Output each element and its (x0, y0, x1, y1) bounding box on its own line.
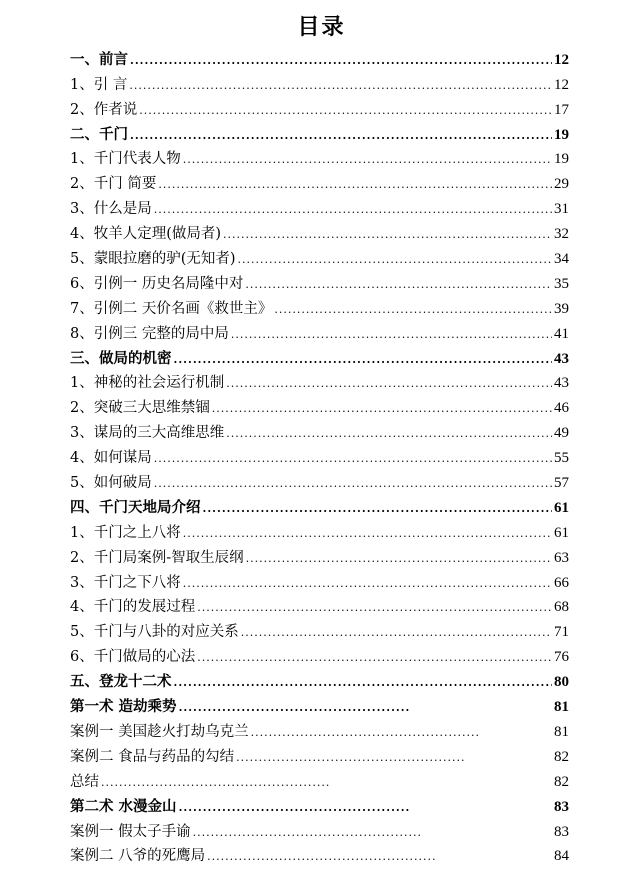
toc-entry[interactable] (70, 417, 569, 442)
toc-entry-page: 19 (554, 151, 569, 168)
toc-entry-page: 39 (554, 300, 569, 317)
toc-entry-page: 76 (554, 649, 569, 666)
toc-dot-leader (154, 453, 552, 464)
toc-dot-leader (238, 254, 552, 265)
toc-dot-leader (231, 329, 552, 340)
toc-entry[interactable] (70, 766, 569, 791)
toc-entry-page: 84 (554, 848, 569, 865)
toc-entry-page: 41 (554, 325, 569, 342)
toc-entry[interactable] (70, 492, 569, 517)
toc-entry-label: 案例二 食品与药品的勾结 (70, 748, 235, 765)
toc-entry-page: 83 (554, 798, 569, 815)
toc-entry-label: 案例一 假太子手谕 (70, 823, 191, 840)
toc-dot-leader (246, 553, 552, 564)
toc-entry-label: 8、引例三 完整的局中局 (70, 325, 229, 342)
toc-entry-label: 2、作者说 (70, 101, 138, 118)
toc-dot-leader (236, 752, 466, 763)
toc-dot-leader (174, 354, 553, 365)
toc-entry[interactable] (70, 293, 569, 318)
toc-entry-label: 5、如何破局 (70, 475, 152, 492)
toc-dot-leader (197, 602, 552, 613)
toc-dot-leader (241, 627, 552, 638)
toc-entry-label: 5、蒙眼拉磨的驴(无知者) (70, 251, 236, 268)
toc-dot-leader (245, 279, 552, 290)
toc-entry-label: 1、千门代表人物 (70, 151, 181, 168)
toc-dot-leader (183, 578, 552, 589)
toc-entry[interactable] (70, 94, 569, 119)
toc-entry[interactable] (70, 243, 569, 268)
toc-entry-label: 3、什么是局 (70, 201, 152, 218)
toc-entry[interactable] (70, 193, 569, 218)
toc-entry-page: 12 (554, 51, 569, 68)
toc-entry-page: 43 (554, 375, 569, 392)
toc-entry[interactable] (70, 69, 569, 94)
toc-dot-leader (274, 304, 552, 315)
toc-dot-leader (212, 403, 552, 414)
toc-entry-page: 49 (554, 425, 569, 442)
toc-dot-leader (223, 229, 552, 240)
page-title: 目录 (297, 15, 346, 40)
toc-entry-label: 总结 (70, 773, 99, 790)
toc-entry-label: 3、千门之下八将 (70, 574, 181, 591)
toc-dot-leader (130, 130, 552, 141)
toc-dot-leader (226, 378, 552, 389)
toc-dot-leader (193, 827, 423, 838)
toc-dot-leader (197, 652, 552, 663)
toc-entry[interactable] (70, 641, 569, 666)
toc-dot-leader (207, 851, 437, 862)
toc-dot-leader (154, 204, 552, 215)
toc-entry-page: 66 (554, 574, 569, 591)
toc-entry[interactable] (70, 343, 569, 368)
toc-entry-label: 一、前言 (70, 51, 128, 68)
toc-dot-leader (183, 528, 552, 539)
toc-dot-leader (139, 105, 552, 116)
toc-dot-leader (179, 802, 409, 813)
toc-entry[interactable] (70, 168, 569, 193)
toc-entry-page: 80 (554, 674, 569, 691)
toc-entry[interactable] (70, 368, 569, 393)
toc-entry-label: 4、如何谋局 (70, 450, 152, 467)
toc-entry-label: 5、千门与八卦的对应关系 (70, 624, 239, 641)
toc-entry-label: 2、突破三大思维禁锢 (70, 400, 210, 417)
toc-entry-label: 第一术 造劫乘势 (70, 699, 177, 716)
toc-entry[interactable] (70, 119, 569, 144)
toc-entry[interactable] (70, 841, 569, 866)
toc-entry[interactable] (70, 144, 569, 169)
toc-entry-page: 82 (554, 748, 569, 765)
toc-entry-page: 63 (554, 549, 569, 566)
toc-dot-leader (154, 478, 552, 489)
toc-entry[interactable] (70, 542, 569, 567)
toc-entry[interactable] (70, 392, 569, 417)
toc-entry-page: 57 (554, 475, 569, 492)
toc-entry-label: 三、做局的机密 (70, 350, 172, 367)
toc-entry-label: 1、千门之上八将 (70, 524, 181, 541)
toc-entry[interactable] (70, 616, 569, 641)
toc-entry-label: 4、牧羊人定理(做局者) (70, 226, 222, 243)
toc-entry-page: 68 (554, 599, 569, 616)
toc-entry-page: 71 (554, 624, 569, 641)
toc-entry[interactable] (70, 218, 569, 243)
toc-entry-page: 81 (554, 699, 569, 716)
toc-entry-page: 43 (554, 350, 569, 367)
toc-dot-leader (179, 702, 409, 713)
toc-entry-page: 46 (554, 400, 569, 417)
toc-entry-page: 81 (554, 723, 569, 740)
toc-dot-leader (158, 179, 552, 190)
toc-entry-label: 6、引例一 历史名局隆中对 (70, 275, 244, 292)
toc-entry-label: 案例二 八爷的死鹰局 (70, 848, 206, 865)
toc-entry-label: 1、引 言 (70, 76, 128, 93)
toc-entry-label: 第二术 水漫金山 (70, 798, 177, 815)
toc-entry-page: 34 (554, 251, 569, 268)
toc-dot-leader (174, 677, 553, 688)
toc-entry-page: 61 (554, 499, 569, 516)
toc-entry-page: 35 (554, 275, 569, 292)
table-of-contents (70, 44, 569, 865)
toc-dot-leader (251, 727, 481, 738)
toc-entry-page: 32 (554, 226, 569, 243)
toc-entry-label: 6、千门做局的心法 (70, 649, 196, 666)
toc-entry-page: 29 (554, 176, 569, 193)
toc-entry[interactable] (70, 666, 569, 691)
toc-entry[interactable] (70, 791, 569, 816)
toc-entry[interactable] (70, 442, 569, 467)
toc-entry-page: 55 (554, 450, 569, 467)
toc-entry-page: 61 (554, 524, 569, 541)
toc-dot-leader (183, 154, 552, 165)
toc-entry-page: 19 (554, 126, 569, 143)
toc-entry[interactable] (70, 567, 569, 592)
toc-entry[interactable] (70, 517, 569, 542)
toc-entry[interactable] (70, 716, 569, 741)
toc-entry-page: 17 (554, 101, 569, 118)
toc-entry-page: 31 (554, 201, 569, 218)
toc-entry-label: 2、千门 简要 (70, 176, 157, 193)
toc-entry-label: 2、千门局案例-智取生辰纲 (70, 549, 244, 566)
toc-entry-label: 3、谋局的三大高维思维 (70, 425, 225, 442)
toc-entry[interactable] (70, 592, 569, 617)
toc-entry-page: 82 (554, 773, 569, 790)
toc-entry[interactable] (70, 44, 569, 69)
toc-dot-leader (130, 55, 552, 66)
toc-entry-label: 二、千门 (70, 126, 128, 143)
toc-entry-page: 12 (554, 76, 569, 93)
toc-entry[interactable] (70, 816, 569, 841)
toc-entry-label: 4、千门的发展过程 (70, 599, 196, 616)
toc-entry-label: 案例一 美国趁火打劫乌克兰 (70, 723, 249, 740)
toc-entry[interactable] (70, 318, 569, 343)
toc-entry[interactable] (70, 741, 569, 766)
toc-dot-leader (203, 503, 553, 514)
toc-entry-label: 1、神秘的社会运行机制 (70, 375, 225, 392)
toc-entry-label: 五、登龙十二术 (70, 674, 172, 691)
toc-dot-leader (129, 80, 552, 91)
toc-entry-page: 83 (554, 823, 569, 840)
toc-dot-leader (226, 428, 552, 439)
toc-entry-label: 7、引例二 天价名画《救世主》 (70, 300, 273, 317)
toc-entry[interactable] (70, 691, 569, 716)
toc-dot-leader (101, 777, 331, 788)
toc-entry[interactable] (70, 467, 569, 492)
toc-entry[interactable] (70, 268, 569, 293)
toc-entry-label: 四、千门天地局介绍 (70, 499, 201, 516)
